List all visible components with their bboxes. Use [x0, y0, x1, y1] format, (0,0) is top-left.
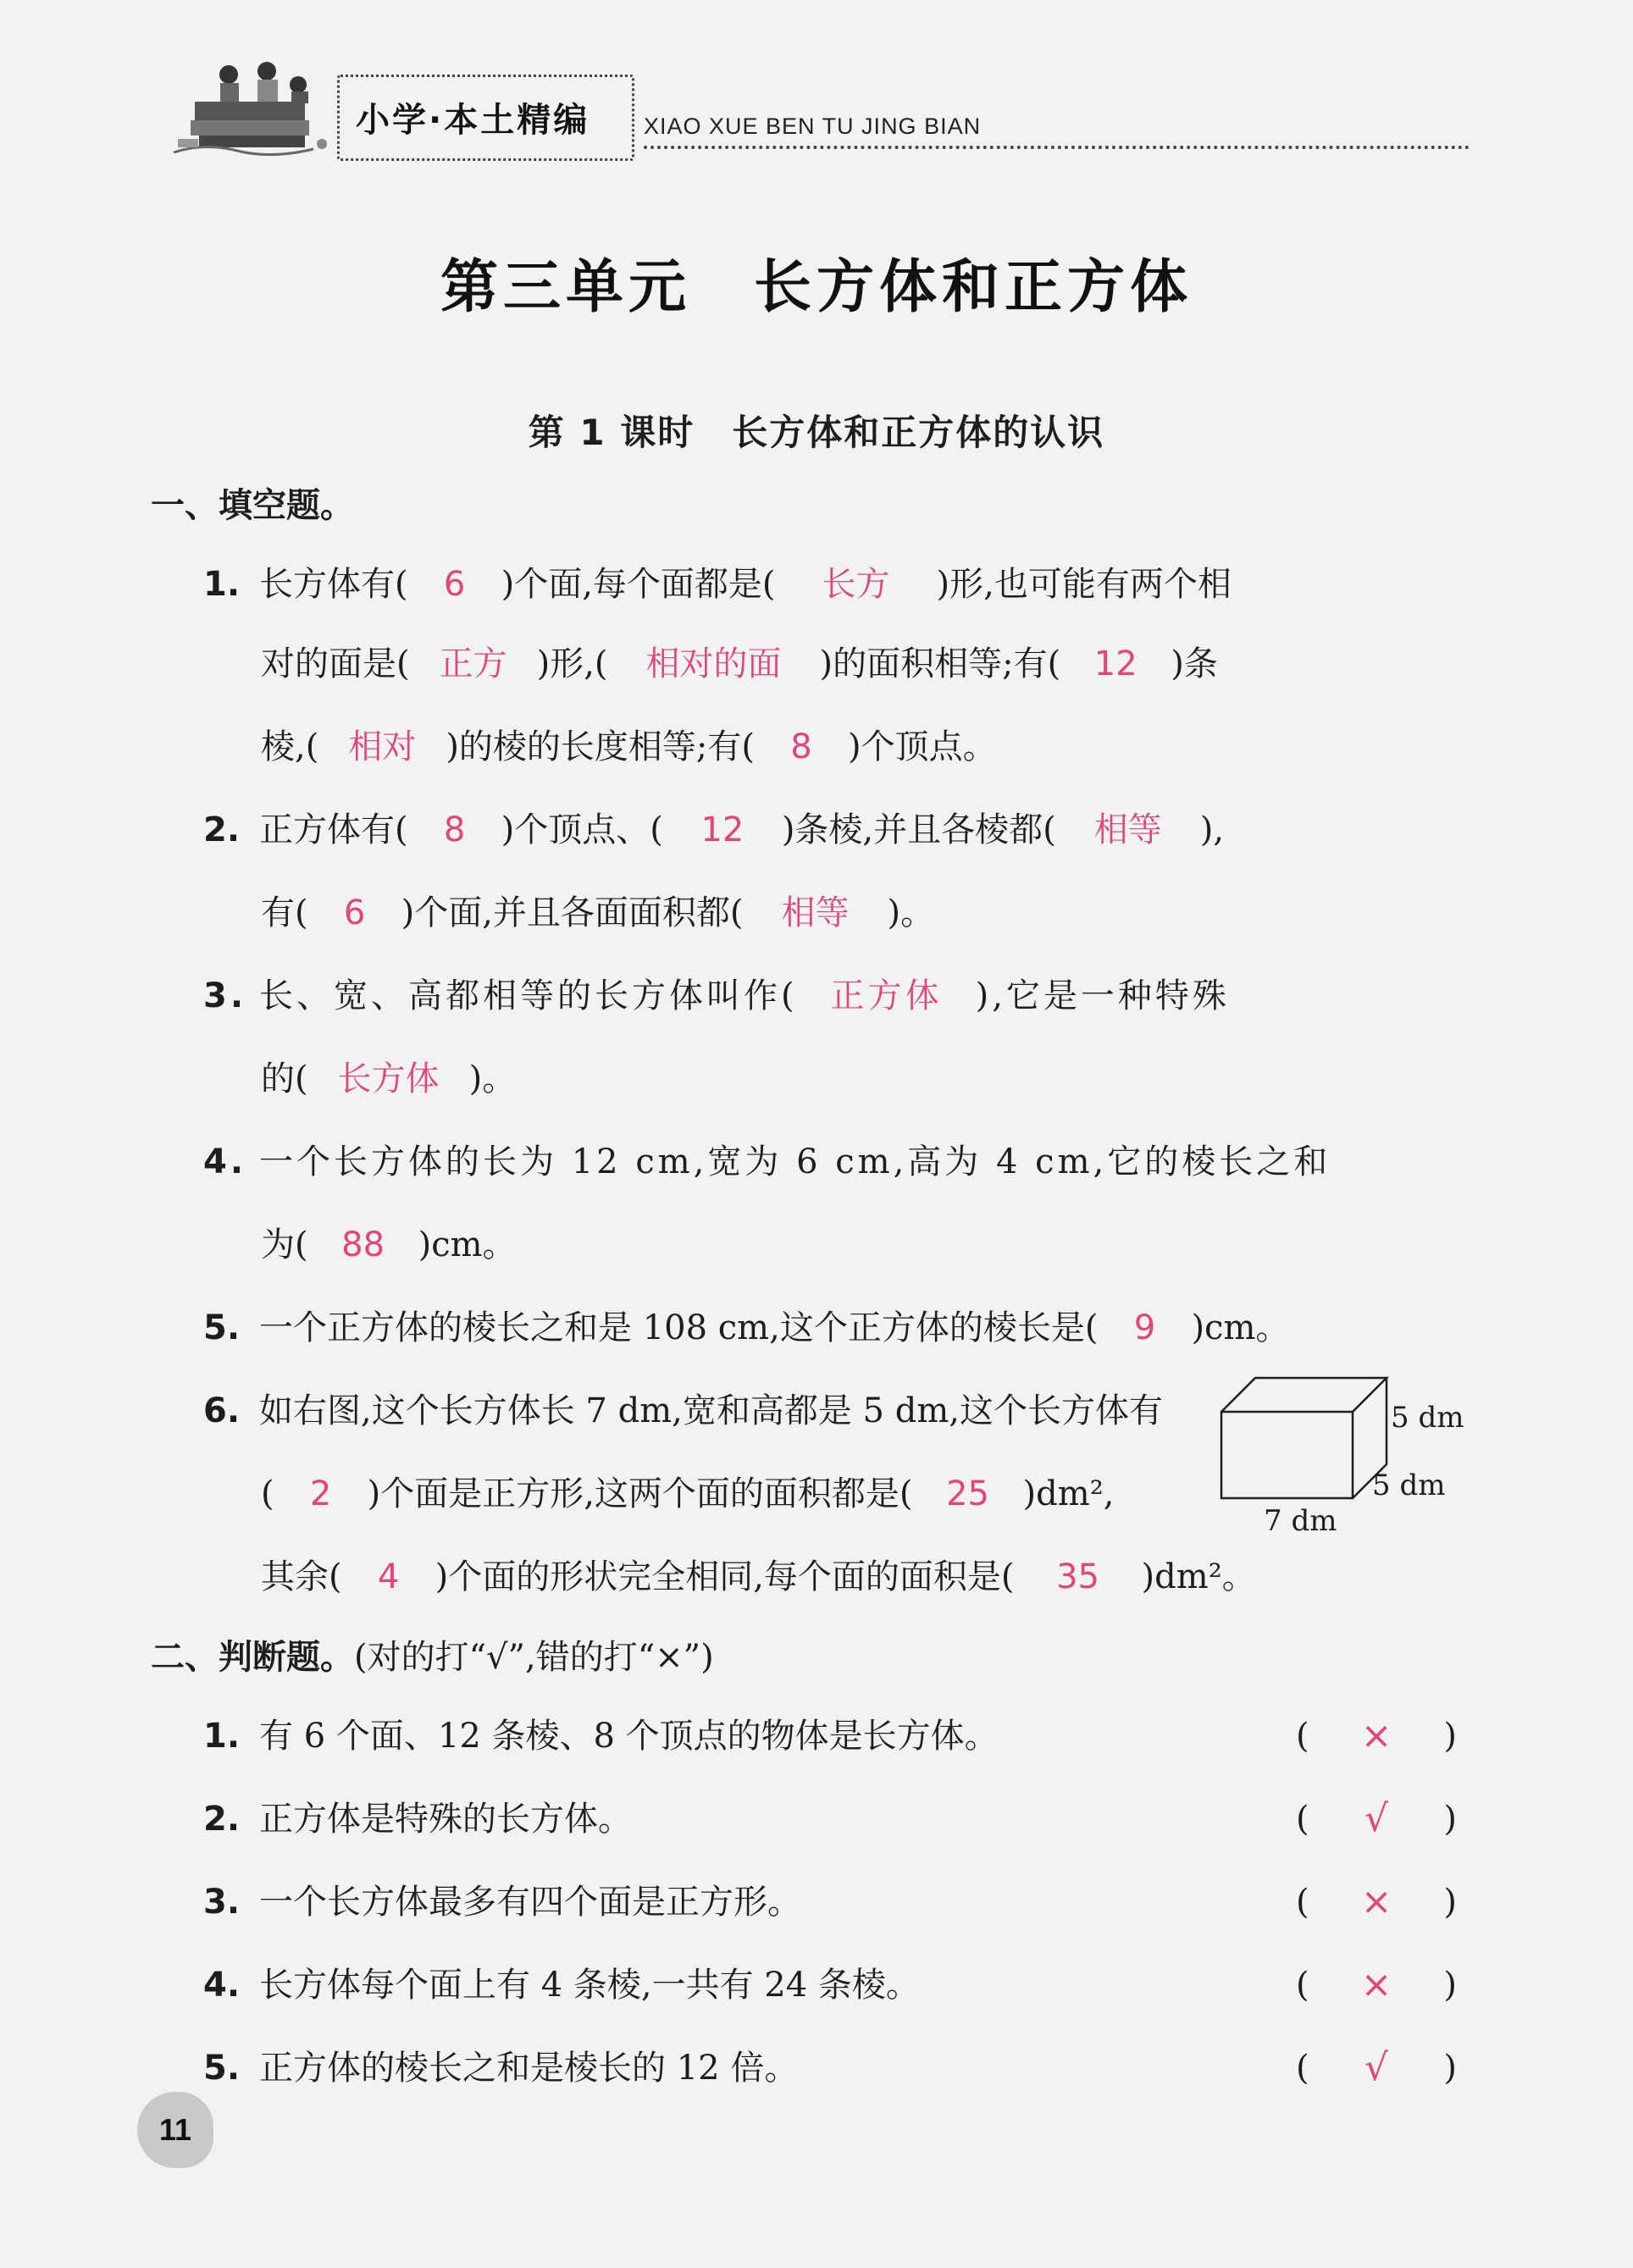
- q2-answer-2: 12: [700, 810, 745, 849]
- true-false-item: [203, 1960, 1474, 2011]
- q6-text: (: [261, 1474, 274, 1513]
- q6-answer-3: 4: [377, 1557, 400, 1596]
- judgement-mark: ×: [1360, 1963, 1392, 2006]
- q3-text: 的(: [261, 1059, 308, 1098]
- q6-line-3: [261, 1552, 1531, 1602]
- judgement-mark: ×: [1360, 1714, 1392, 1757]
- paren-close: ): [1443, 1717, 1457, 1756]
- q2-answer-5: 相等: [781, 893, 850, 932]
- question-number: 3.: [203, 976, 247, 1015]
- unit-title: 第三单元 长方体和正方体: [440, 254, 1193, 321]
- section-instruction: (对的打“√”,错的打“×”): [354, 1638, 714, 1677]
- q1-text: )个面,每个面都是(: [501, 565, 776, 604]
- question-number: 4.: [203, 1142, 247, 1181]
- q1-text: 棱,(: [261, 727, 319, 766]
- q2-line-2: [261, 888, 1531, 938]
- paren-close: ): [1443, 1800, 1457, 1839]
- q4-line-2: [261, 1220, 1531, 1270]
- paren-open: (: [1296, 2049, 1309, 2088]
- q6-answer-2: 25: [946, 1474, 989, 1513]
- true-false-item: [203, 2043, 1474, 2094]
- answer-parentheses: [1296, 1877, 1457, 1928]
- cuboid-top-face: [1221, 1378, 1387, 1412]
- q1-text: )个顶点。: [848, 727, 997, 766]
- page-number: 11: [159, 2112, 192, 2147]
- q1-answer-7: 8: [790, 727, 812, 766]
- q1-line-1: [203, 559, 1474, 610]
- statement-text: 有 6 个面、12 条棱、8 个顶点的物体是长方体。: [259, 1717, 999, 1756]
- judgement-mark: ×: [1360, 1880, 1392, 1923]
- q3-text: 长、宽、高都相等的长方体叫作(: [259, 976, 798, 1015]
- judgement-mark: √: [1364, 1797, 1389, 1840]
- q6-text: )dm²,: [1022, 1474, 1115, 1513]
- q2-answer-3: 相等: [1093, 810, 1162, 849]
- q1-line-3: [261, 722, 1531, 772]
- q2-answer-1: 8: [443, 810, 466, 849]
- cuboid-width-label: 5 dm: [1372, 1469, 1446, 1502]
- question-number: 2.: [203, 810, 241, 849]
- q1-answer-4: 相对的面: [645, 644, 782, 683]
- q6-text: )个面是正方形,这两个面的面积都是(: [367, 1474, 913, 1513]
- question-number: 3.: [203, 1883, 241, 1922]
- q6-answer-4: 35: [1056, 1557, 1099, 1596]
- paren-close: ): [1443, 1883, 1457, 1922]
- paren-open: (: [1296, 1966, 1309, 2005]
- q2-text: )个面,并且各面面积都(: [401, 893, 744, 932]
- paren-open: (: [1296, 1717, 1309, 1756]
- statement-text: 一个长方体最多有四个面是正方形。: [259, 1883, 801, 1922]
- header-dotted-rule: [644, 146, 1470, 149]
- section-title-text: 二、判断题。: [151, 1638, 354, 1677]
- answer-parentheses: [1296, 1794, 1457, 1845]
- true-false-item: [203, 1711, 1474, 1762]
- q2-answer-4: 6: [343, 893, 366, 932]
- q1-answer-1: 6: [443, 565, 466, 604]
- cuboid-figure: [1220, 1376, 1474, 1537]
- q1-text: 长方体有(: [259, 565, 408, 604]
- statement-text: 正方体的棱长之和是棱长的 12 倍。: [259, 2049, 799, 2088]
- q4-text: 一个长方体的长为 12 cm,宽为 6 cm,高为 4 cm,它的棱长之和: [259, 1142, 1331, 1181]
- question-number: 4.: [203, 1966, 241, 2005]
- paren-open: (: [1296, 1800, 1309, 1839]
- q1-text: )的棱的长度相等;有(: [446, 727, 756, 766]
- true-false-item: [203, 1794, 1474, 1845]
- q2-text: )条棱,并且各棱都(: [781, 810, 1056, 849]
- q4-answer-1: 88: [341, 1225, 385, 1264]
- q2-text: ),: [1199, 810, 1225, 849]
- page-header: [169, 51, 1474, 169]
- q1-text: )形,(: [536, 644, 608, 683]
- q3-answer-1: 正方体: [830, 976, 943, 1015]
- answer-parentheses: [1296, 2043, 1457, 2094]
- question-number: 5.: [203, 1308, 241, 1347]
- q3-text: ),它是一种特殊: [975, 976, 1230, 1015]
- paren-close: ): [1443, 2049, 1457, 2088]
- students-reading-illustration: [169, 51, 339, 161]
- q4-line-1: [203, 1137, 1474, 1187]
- true-false-item: [203, 1877, 1474, 1928]
- q5-answer-1: 9: [1133, 1308, 1156, 1347]
- q3-text: )。: [468, 1059, 517, 1098]
- q4-text: 为(: [261, 1225, 308, 1264]
- q5-text: 一个正方体的棱长之和是 108 cm,这个正方体的棱长是(: [259, 1308, 1099, 1347]
- q6-text: 如右图,这个长方体长 7 dm,宽和高都是 5 dm,这个长方体有: [259, 1391, 1163, 1430]
- question-number: 1.: [203, 1717, 241, 1756]
- judgement-mark: √: [1364, 2046, 1389, 2089]
- q3-line-2: [261, 1054, 1531, 1104]
- series-title: 小学·本土精编: [356, 101, 590, 140]
- q4-text: )cm。: [418, 1225, 517, 1264]
- q1-text: )形,也可能有两个相: [936, 565, 1232, 604]
- q6-text: )个面的形状完全相同,每个面的面积是(: [435, 1557, 1015, 1596]
- q1-text: )的面积相等;有(: [819, 644, 1061, 683]
- q1-answer-5: 12: [1093, 644, 1138, 683]
- paren-open: (: [1296, 1883, 1309, 1922]
- q1-text: 对的面是(: [261, 644, 410, 683]
- q6-answer-1: 2: [309, 1474, 332, 1513]
- section-true-false-title: [151, 1630, 714, 1679]
- q1-answer-6: 相对: [348, 727, 417, 766]
- q2-text: 正方体有(: [259, 810, 408, 849]
- q5-line-1: [203, 1303, 1474, 1353]
- answer-parentheses: [1296, 1960, 1457, 2011]
- q3-line-1: [203, 971, 1474, 1021]
- q2-text: )。: [887, 893, 935, 932]
- cuboid-height-label: 5 dm: [1391, 1401, 1464, 1435]
- q3-answer-2: 长方体: [337, 1059, 440, 1098]
- cuboid-length-label: 7 dm: [1264, 1504, 1337, 1537]
- q1-answer-3: 正方: [439, 644, 507, 683]
- q5-text: )cm。: [1191, 1308, 1290, 1347]
- q1-text: )条: [1171, 644, 1218, 683]
- question-number: 5.: [203, 2049, 241, 2088]
- lesson-title: 第 1 课时 长方体和正方体的认识: [528, 412, 1105, 453]
- series-pinyin: XIAO XUE BEN TU JING BIAN: [644, 113, 982, 139]
- q1-answer-2: 长方: [822, 565, 890, 604]
- answer-parentheses: [1296, 1711, 1457, 1762]
- question-number: 1.: [203, 565, 241, 604]
- q6-text: 其余(: [261, 1557, 342, 1596]
- q6-text: )dm²。: [1141, 1557, 1256, 1596]
- q2-text: 有(: [261, 893, 308, 932]
- q2-text: )个顶点、(: [501, 810, 663, 849]
- question-number: 2.: [203, 1800, 241, 1839]
- q2-line-1: [203, 805, 1474, 855]
- statement-text: 长方体每个面上有 4 条棱,一共有 24 条棱。: [259, 1966, 920, 2005]
- statement-text: 正方体是特殊的长方体。: [259, 1800, 632, 1839]
- paren-close: ): [1443, 1966, 1457, 2005]
- section-fill-blank-title: 一、填空题。: [151, 486, 354, 525]
- question-number: 6.: [203, 1391, 241, 1430]
- cuboid-front-face: [1221, 1412, 1353, 1498]
- q1-line-2: [261, 639, 1531, 689]
